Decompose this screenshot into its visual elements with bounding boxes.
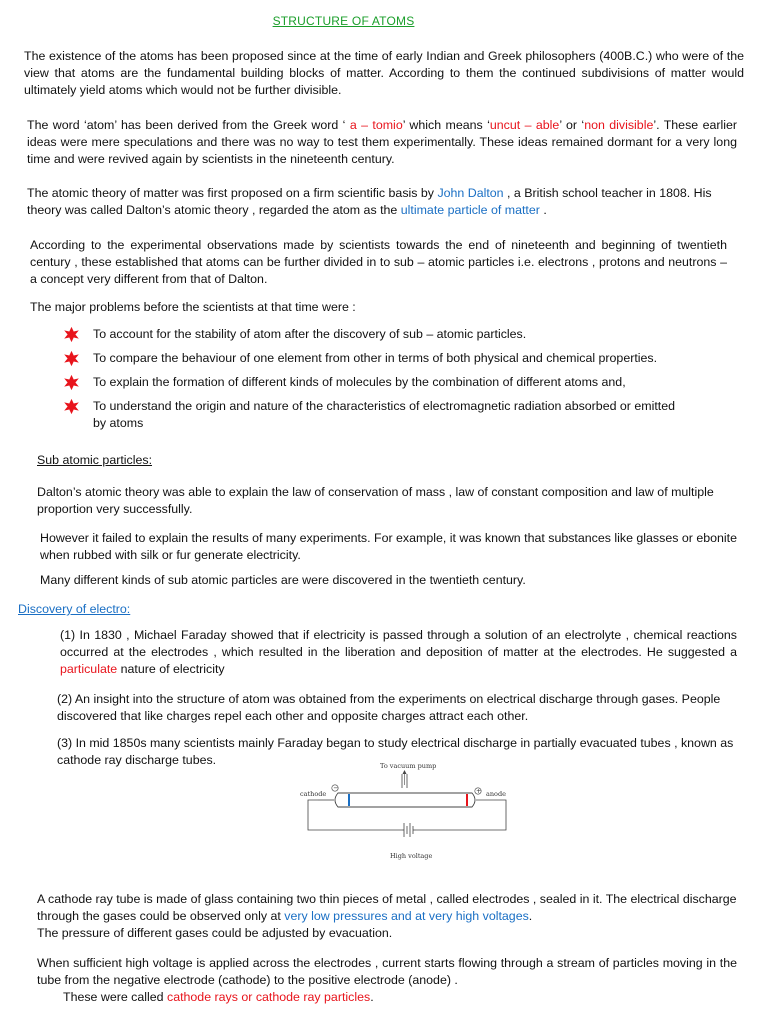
cathode-ray-tube-diagram [298, 760, 520, 864]
highlight-particulate: particulate [60, 662, 118, 676]
highlight-low-pressure-high-voltage: very low pressures and at very high voltages [284, 909, 529, 923]
red-star-icon [63, 350, 80, 367]
red-star-icon [63, 374, 80, 391]
paragraph-cathode-ray-tube-description [37, 891, 737, 942]
vacuum-pump-label: To vacuum pump [380, 762, 437, 770]
minus-sign: − [333, 784, 339, 792]
red-star-icon [63, 326, 80, 343]
heading-sub-atomic: Sub atomic particles: [37, 453, 153, 467]
anode-label: anode [486, 790, 506, 798]
paragraph-word-atom [27, 117, 737, 168]
highlight-john-dalton: John Dalton [437, 186, 504, 200]
text: , a British school teacher in 1808. His theory was called Dalton’s atomic theory , regarded the atom as the [27, 186, 712, 217]
text: The word ‘atom’ has been derived from the Greek word ‘ [27, 118, 350, 132]
paragraph-dalton [27, 185, 747, 219]
circuit-wire-right [416, 800, 506, 830]
text: ’ or ‘ [559, 118, 585, 132]
highlight-greek-word: a – tomio [349, 118, 403, 132]
page-title: STRUCTURE OF ATOMS [272, 14, 415, 28]
highlight-non-divisible: non divisible [584, 118, 654, 132]
bullet-text: To compare the behaviour of one element from other in terms of both physical and chemical properties. [93, 351, 658, 365]
paragraph-dalton-failure: However it failed to explain the results of many experiments. For example, it was known that substances like glasses or ebonite when rubbed with silk or fur generate electricity. [40, 531, 737, 562]
text: ’ which means ‘ [402, 118, 490, 132]
text: (1) In 1830 , Michael Faraday showed that if electricity is passed through a solution of an electrolyte , chemical reactions occurred at the electrodes , which resulted in the liberation and deposition of matter at the electrodes. He suggested a [60, 628, 737, 659]
text: ’. These earlier ideas were mere speculations and there was no way to test them experimentally. These ideas remained dormant for a very long time and were revived again by scientists in the nineteenth century. [27, 118, 737, 166]
paragraph-subatomic-observations: According to the experimental observations made by scientists towards the end of nineteenth and beginning of twentieth century , these established that atoms can be further divided in to sub – atomic particles i.e. electrons , protons and neutrons – a concept very different from that of Dalton. [30, 238, 727, 286]
anode-electrode [466, 794, 468, 806]
text: The atomic theory of matter was first proposed on a firm scientific basis by [27, 186, 438, 200]
glass-tube [335, 793, 475, 807]
paragraph-twentieth-century: Many different kinds of sub atomic particles are were discovered in the twentieth century. [40, 573, 526, 587]
paragraph-major-problems: The major problems before the scientists at that time were : [30, 300, 356, 314]
text: . [528, 909, 533, 923]
cathode-label: cathode [300, 790, 327, 798]
text: A cathode ray tube is made of glass containing two thin pieces of metal , called electrodes , sealed in it. The electrical discharge through the gases could be observed only at [37, 892, 737, 923]
paragraph-dalton-success: Dalton’s atomic theory was able to explain the law of conservation of mass , law of constant composition and law of multiple proportion very successfully. [37, 485, 714, 516]
bullet-text: To understand the origin and nature of the characteristics of electromagnetic radiation absorbed or emitted by atoms [93, 399, 676, 430]
text: The pressure of different gases could be adjusted by evacuation. [37, 926, 393, 940]
paragraph-electrical-discharge: (2) An insight into the structure of atom was obtained from the experiments on electrical discharge through gases. People discovered that like charges repel each other and opposite charges attract each other. [57, 692, 721, 723]
circuit-wire-left [308, 800, 402, 830]
paragraph-current-flow: When sufficient high voltage is applied across the electrodes , current starts flowing through a stream of particles moving in the tube from the negative electrode (cathode) to the positive electrode (anode) . [37, 956, 737, 987]
list-item [93, 350, 693, 367]
heading-discovery: Discovery of electro: [18, 602, 131, 616]
text: . [370, 990, 374, 1004]
text: nature of electricity [117, 662, 225, 676]
highlight-ultimate-particle: ultimate particle of matter [400, 203, 540, 217]
highlight-cathode-rays: cathode rays or cathode ray particles [167, 990, 371, 1004]
list-item [93, 326, 693, 343]
paragraph-faraday-1830 [60, 627, 737, 678]
highlight-uncut-able: uncut – able [489, 118, 560, 132]
plus-sign: + [476, 787, 482, 796]
list-item [93, 398, 683, 432]
red-star-icon [63, 398, 80, 415]
list-item [93, 374, 693, 391]
paragraph-intro: The existence of the atoms has been proposed since at the time of early Indian and Greek philosophers (400B.C.) who were of the view that atoms are the fundamental building blocks of matter. According to them the continued subdivisions of matter would ultimately yield atoms which would not be further divisible. [24, 49, 744, 97]
problem-list [93, 326, 693, 432]
text: . [539, 203, 547, 217]
paragraph-cathode-ray-tubes: (3) In mid 1850s many scientists mainly Faraday began to study electrical discharge in partially evacuated tubes , known as cathode ray discharge tubes. [57, 736, 734, 767]
bullet-text: To explain the formation of different kinds of molecules by the combination of different atoms and, [93, 375, 626, 389]
text: These were called [63, 990, 167, 1004]
high-voltage-label: High voltage [390, 852, 433, 860]
cathode-electrode [348, 794, 350, 806]
pump-arrow-head [403, 770, 407, 774]
bullet-text: To account for the stability of atom after the discovery of sub – atomic particles. [93, 327, 527, 341]
paragraph-cathode-rays [63, 989, 733, 1006]
